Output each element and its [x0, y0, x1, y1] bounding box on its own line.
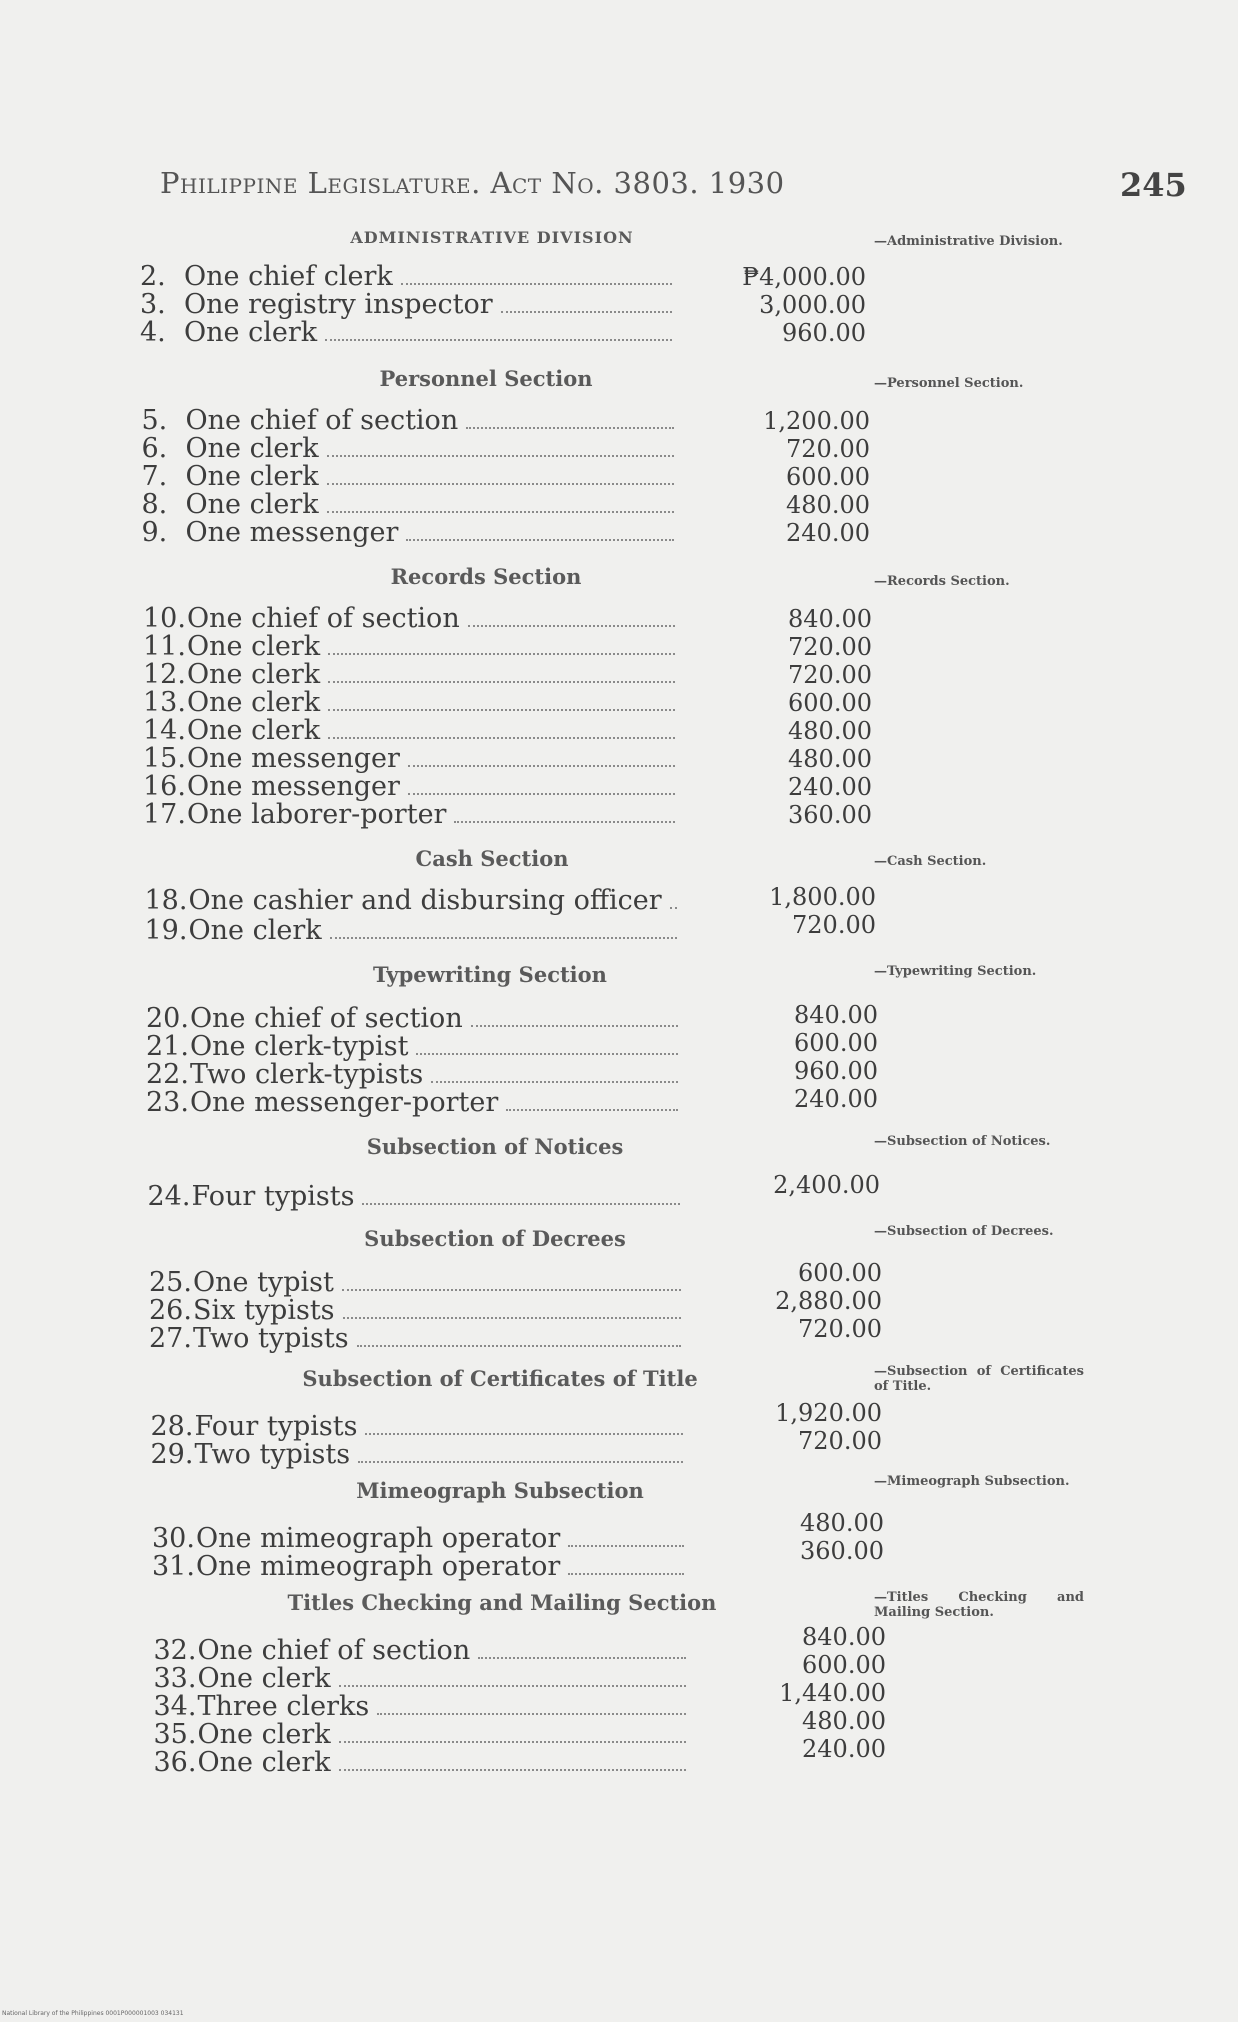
dot-leader: [325, 338, 672, 341]
dot-leader: [343, 1316, 681, 1319]
dot-leader: [342, 1288, 681, 1291]
dot-leader: [478, 1656, 685, 1659]
item-number: 34.: [153, 1691, 197, 1722]
dot-leader: [357, 1344, 681, 1347]
item-amount: 720.00: [792, 911, 876, 939]
item-description: Six typists: [193, 1295, 335, 1326]
list-item: [143, 716, 683, 746]
item-amount: 600.00: [786, 463, 870, 491]
list-item: [142, 406, 682, 436]
item-number: 10.: [143, 603, 186, 634]
dot-leader: [568, 1544, 684, 1547]
list-item: [143, 772, 683, 802]
dot-leader: [339, 1768, 686, 1771]
list-item: [142, 462, 682, 492]
item-number: 12.: [143, 659, 186, 690]
item-number: 21.: [146, 1031, 189, 1062]
item-number: 11.: [143, 631, 186, 662]
section-title: Personnel Section: [379, 366, 593, 391]
list-item: [149, 1268, 689, 1298]
section-title: Typewriting Section: [373, 962, 607, 987]
dot-leader: [406, 538, 673, 541]
item-description: One mimeograph operator: [196, 1523, 561, 1554]
item-description: Four typists: [194, 1411, 358, 1442]
dot-leader: [328, 736, 675, 739]
dot-leader: [339, 1684, 686, 1687]
item-description: One messenger: [187, 771, 400, 802]
section-title: Subsection of Certificates of Title: [302, 1366, 698, 1391]
item-description: Two clerk-typists: [190, 1059, 424, 1090]
item-amount: 360.00: [800, 1537, 884, 1565]
item-number: 27.: [149, 1323, 192, 1354]
dot-leader: [328, 652, 675, 655]
dot-leader: [408, 764, 675, 767]
item-number: 5.: [141, 405, 168, 436]
section-title: Subsection of Decrees: [364, 1226, 626, 1251]
item-number: 9.: [141, 517, 168, 548]
item-amount: 480.00: [786, 491, 870, 519]
dot-leader: [377, 1712, 685, 1715]
item-description: One clerk: [197, 1747, 331, 1778]
list-item: [145, 916, 685, 946]
item-description: One messenger-porter: [190, 1087, 499, 1118]
dot-leader: [327, 454, 674, 457]
item-description: One clerk: [184, 317, 318, 348]
item-amount: 1,440.00: [779, 1679, 886, 1707]
item-amount: 840.00: [794, 1001, 878, 1029]
item-amount: 240.00: [794, 1085, 878, 1113]
margin-note: —Subsection of Decrees.: [874, 1224, 1054, 1239]
item-description: One mimeograph operator: [196, 1551, 561, 1582]
item-amount: 600.00: [794, 1029, 878, 1057]
item-amount: ₱4,000.00: [742, 263, 866, 291]
item-description: One clerk: [197, 1663, 331, 1694]
item-amount: 240.00: [788, 773, 872, 801]
margin-note: —Administrative Division.: [874, 234, 1063, 249]
list-item: [146, 1088, 686, 1118]
dot-leader: [358, 1460, 682, 1463]
item-amount: 960.00: [794, 1057, 878, 1085]
item-number: 7.: [141, 461, 168, 492]
section-title: Mimeograph Subsection: [356, 1478, 644, 1503]
item-description: One clerk: [187, 687, 321, 718]
item-number: 3.: [140, 289, 166, 320]
item-amount: 2,400.00: [773, 1171, 880, 1199]
item-number: 33.: [153, 1663, 197, 1694]
item-amount: 240.00: [802, 1735, 886, 1763]
dot-leader: [408, 792, 675, 795]
dot-leader: [330, 936, 677, 939]
footer-credit: National Library of the Philippines 0001P000001003 034131: [2, 2010, 184, 2017]
item-number: 13.: [143, 687, 186, 718]
item-description: One clerk: [188, 915, 322, 946]
item-number: 32.: [153, 1635, 197, 1666]
item-description: One chief clerk: [184, 261, 393, 292]
list-item: [143, 632, 683, 662]
list-item: [146, 1032, 686, 1062]
item-amount: 240.00: [786, 519, 870, 547]
margin-note: —Subsection of Notices.: [874, 1134, 1051, 1149]
list-item: [142, 434, 682, 464]
item-amount: 1,800.00: [769, 883, 876, 911]
list-item: [146, 1004, 686, 1034]
dot-leader: [471, 1024, 678, 1027]
item-number: 22.: [146, 1059, 189, 1090]
item-description: Two typists: [194, 1439, 351, 1470]
list-item: [140, 318, 680, 348]
item-description: One messenger: [185, 517, 399, 548]
margin-note: —Subsection of Certificates of Title.: [874, 1364, 1084, 1394]
item-description: Two typists: [193, 1323, 349, 1354]
dot-leader: [328, 708, 675, 711]
dot-leader: [416, 1052, 678, 1055]
item-number: 29.: [150, 1439, 194, 1470]
item-description: One laborer-porter: [187, 799, 447, 830]
list-item: [140, 290, 680, 320]
item-number: 18.: [144, 885, 188, 916]
list-item: [143, 744, 683, 774]
item-number: 25.: [149, 1267, 192, 1298]
running-title: Philippine Legislature. Act No. 3803. 1930: [160, 166, 785, 200]
margin-note: —Personnel Section.: [874, 376, 1024, 391]
section-title: Titles Checking and Mailing Section: [287, 1590, 717, 1615]
item-description: One clerk: [197, 1719, 331, 1750]
item-number: 17.: [143, 799, 186, 830]
item-amount: 480.00: [788, 717, 872, 745]
item-amount: 1,920.00: [775, 1399, 882, 1427]
list-item: [148, 1182, 688, 1212]
dot-leader: [568, 1572, 684, 1575]
section-title: Cash Section: [415, 846, 569, 871]
margin-note: —Mimeograph Subsection.: [874, 1474, 1070, 1489]
list-item: [146, 1060, 686, 1090]
item-number: 28.: [150, 1411, 194, 1442]
item-description: One registry inspector: [184, 289, 493, 320]
item-description: One clerk: [187, 715, 321, 746]
item-number: 16.: [143, 771, 186, 802]
margin-note: —Typewriting Section.: [874, 964, 1037, 979]
item-number: 19.: [144, 915, 188, 946]
dot-leader: [670, 906, 677, 909]
dot-leader: [501, 310, 672, 313]
list-item: [142, 518, 682, 548]
item-description: One typist: [193, 1267, 334, 1298]
dot-leader: [362, 1202, 679, 1205]
item-number: 15.: [143, 743, 186, 774]
dot-leader: [327, 510, 674, 513]
item-number: 30.: [152, 1523, 195, 1554]
dot-leader: [454, 820, 675, 823]
item-amount: 720.00: [798, 1427, 882, 1455]
item-amount: 720.00: [786, 435, 870, 463]
item-amount: 480.00: [802, 1707, 886, 1735]
item-amount: 840.00: [802, 1623, 886, 1651]
margin-note: —Cash Section.: [874, 854, 987, 869]
item-number: 20.: [146, 1003, 189, 1034]
list-item: [143, 660, 683, 690]
section-title: Records Section: [390, 564, 582, 589]
item-description: One chief of section: [190, 1003, 463, 1034]
dot-leader: [401, 282, 672, 285]
item-number: 36.: [153, 1747, 197, 1778]
item-number: 31.: [152, 1551, 195, 1582]
item-amount: 600.00: [802, 1651, 886, 1679]
item-amount: 360.00: [788, 801, 872, 829]
list-item: [151, 1440, 691, 1470]
item-description: One messenger: [187, 743, 400, 774]
dot-leader: [327, 482, 674, 485]
item-description: One clerk: [187, 659, 321, 690]
list-item: [152, 1524, 692, 1554]
item-description: One clerk: [185, 461, 319, 492]
item-amount: 480.00: [788, 745, 872, 773]
item-description: One clerk: [185, 489, 319, 520]
item-number: 2.: [140, 261, 166, 292]
list-item: [149, 1324, 689, 1354]
item-number: 4.: [140, 317, 166, 348]
item-amount: 720.00: [788, 633, 872, 661]
item-description: One clerk: [187, 631, 321, 662]
dot-leader: [339, 1740, 686, 1743]
list-item: [142, 490, 682, 520]
item-number: 26.: [149, 1295, 192, 1326]
page-number: 245: [1120, 166, 1187, 204]
list-item: [143, 604, 683, 634]
list-item: [143, 688, 683, 718]
dot-leader: [365, 1432, 682, 1435]
section-title: ADMINISTRATIVE DIVISION: [350, 228, 634, 247]
item-amount: 960.00: [782, 319, 866, 347]
item-amount: 2,880.00: [775, 1287, 882, 1315]
list-item: [152, 1552, 692, 1582]
item-description: Three clerks: [197, 1691, 370, 1722]
margin-note: —Records Section.: [874, 574, 1010, 589]
item-description: One cashier and disbursing officer: [188, 885, 662, 916]
item-number: 14.: [143, 715, 186, 746]
list-item: [154, 1720, 694, 1750]
dot-leader: [468, 624, 675, 627]
item-description: One clerk-typist: [190, 1031, 409, 1062]
item-number: 35.: [153, 1719, 197, 1750]
item-number: 6.: [141, 433, 168, 464]
dot-leader: [328, 680, 675, 683]
dot-leader: [431, 1080, 678, 1083]
item-description: One chief of section: [185, 405, 459, 436]
margin-note: —Titles Checking and Mailing Section.: [874, 1590, 1084, 1620]
item-amount: 600.00: [788, 689, 872, 717]
list-item: [151, 1412, 691, 1442]
item-description: One chief of section: [187, 603, 460, 634]
list-item: [154, 1748, 694, 1778]
item-amount: 600.00: [798, 1259, 882, 1287]
item-number: 8.: [141, 489, 168, 520]
item-number: 24.: [147, 1181, 191, 1212]
list-item: [154, 1636, 694, 1666]
item-description: One clerk: [185, 433, 319, 464]
dot-leader: [506, 1108, 678, 1111]
item-number: 23.: [146, 1087, 189, 1118]
item-amount: 1,200.00: [763, 407, 870, 435]
item-amount: 840.00: [788, 605, 872, 633]
list-item: [145, 886, 685, 916]
list-item: [154, 1692, 694, 1722]
item-amount: 480.00: [800, 1509, 884, 1537]
item-description: One chief of section: [197, 1635, 471, 1666]
item-description: Four typists: [191, 1181, 355, 1212]
item-amount: 3,000.00: [759, 291, 866, 319]
dot-leader: [466, 426, 673, 429]
item-amount: 720.00: [788, 661, 872, 689]
item-amount: 720.00: [798, 1315, 882, 1343]
list-item: [149, 1296, 689, 1326]
section-title: Subsection of Notices: [366, 1134, 624, 1159]
list-item: [140, 262, 680, 292]
list-item: [154, 1664, 694, 1694]
list-item: [143, 800, 683, 830]
